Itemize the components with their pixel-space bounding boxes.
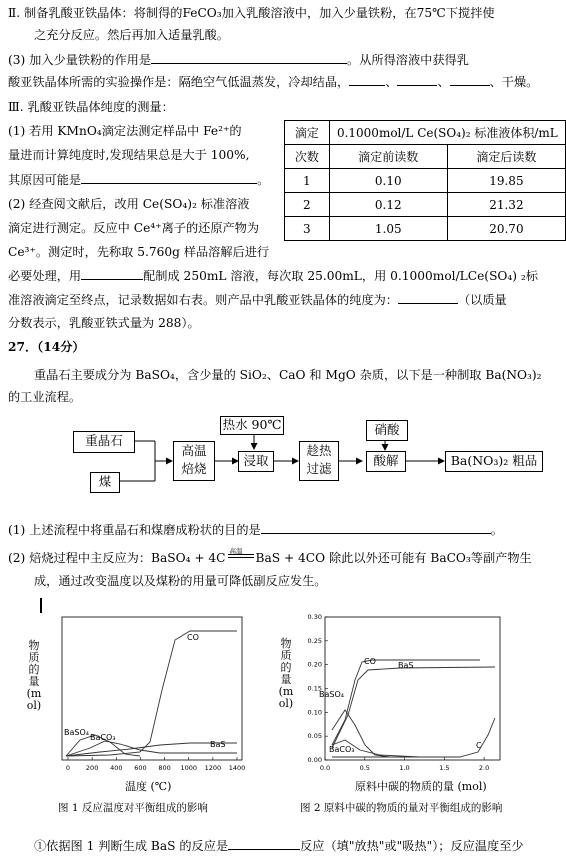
s3-q2-l1: (2) 经查阅文献后，改用 Ce(SO₄)₂ 标准溶液 (8, 197, 250, 211)
fig1-x-tick-label: 600 (134, 764, 147, 772)
fig1-label-bas: BaS (210, 740, 226, 749)
section2-line2: 之充分反应。然后再加入适量乳酸。 (34, 28, 229, 42)
fig2-x-tick-label: 1.5 (439, 764, 450, 772)
fig1-x-tick-label: 200 (85, 764, 99, 772)
q27-q2-l1: (2) 焙烧过程中主反应为：BaSO₄ + 4C 高温 BaS + 4CO 除此以外还可能有 BaCO₃等副产物生 (8, 547, 532, 565)
fig2-x-tick-label: 0.0 (319, 764, 331, 772)
fig1-x-tick-label: 1200 (204, 764, 222, 772)
table-row: 1 0.10 19.85 (285, 169, 566, 193)
fig2-label-baco3: BaCO₃ (329, 745, 355, 754)
fig2-bas-curve (332, 667, 495, 748)
fig2-x-tick-label: 1.0 (399, 764, 410, 772)
s3-q1-l1: (1) 若用 KMnO₄滴定法测定样品中 Fe²⁺的 (8, 124, 242, 138)
fig1-x-tick-label: 400 (110, 764, 123, 772)
answer-blank[interactable] (228, 836, 300, 850)
fig2-label-c: C (476, 741, 482, 750)
fig1-label-co: CO (187, 633, 199, 642)
fig1-xlabel: 温度 (℃) (125, 780, 172, 793)
figure-2-chart (308, 613, 500, 772)
s3-q1-l3: 其原因可能是 。 (8, 170, 269, 189)
answer-blank[interactable] (349, 72, 385, 86)
q27-q2-l2: 成，通过改变温度以及煤粉的用量可降低副反应发生。 (34, 574, 327, 588)
flow-box-coal: 煤 (90, 472, 120, 493)
section2-line1: Ⅱ. 制备乳酸亚铁晶体：将制得的FeCO₃加入乳酸溶液中，加入少量铁粉，在75℃下搅拌使 (8, 6, 495, 20)
flow-box-roast: 高温 焙烧 (173, 441, 215, 481)
fig2-baco3-curve (332, 740, 420, 757)
fig2-y-tick-label: 0.20 (307, 660, 322, 669)
s3-q2-l5: 准溶液滴定至终点，记录数据如右表。则产品中乳酸亚铁晶体的纯度为： （以质量 (8, 290, 507, 309)
fig2-y-tick-label: 0.30 (307, 613, 322, 621)
fig2-y-tick-label: 0.00 (307, 756, 322, 764)
q27-intro2: 的工业流程。 (8, 390, 82, 404)
fig2-y-tick-label: 0.05 (307, 732, 322, 741)
flow-box-ore: 重晶石 (73, 431, 135, 453)
table-row: 3 1.05 20.70 (285, 217, 566, 241)
titration-table (284, 120, 566, 241)
s3-q2-l6: 分数表示，乳酸亚铁式量为 288）。 (8, 316, 200, 330)
s3-q1-l2: 量进而计算纯度时,发现结果总是大于 100%, (8, 148, 250, 162)
fig1-baco3-curve (66, 741, 237, 756)
fig1-label-baso4: BaSO₄ (64, 728, 89, 737)
fig2-frame (325, 617, 500, 760)
flow-box-hotwater: 热水 90℃ (220, 416, 284, 435)
q27-title: 27．（14分） (8, 340, 85, 354)
q27-intro1: 重晶石主要成分为 BaSO₄，含少量的 SiO₂、CaO 和 MgO 杂质，以下是一种制取 Ba(NO₃)₂ (34, 368, 542, 382)
fig1-x-tick-label: 800 (158, 764, 171, 772)
fig2-y-tick-label: 0.15 (307, 684, 322, 693)
fig2-x-tick-label: 2.0 (478, 764, 490, 772)
flow-box-filter: 趁热 过滤 (299, 441, 339, 481)
q3-line2: 酸亚铁晶体所需的实验操作是：隔绝空气低温蒸发，冷却结晶， 、 、 、干燥。 (8, 72, 538, 91)
fig2-co-curve (332, 660, 480, 745)
fig1-x-ticks (66, 757, 245, 772)
fig2-xlabel: 原料中碳的物质的量 (mol) (355, 780, 487, 793)
answer-blank[interactable] (397, 72, 437, 86)
table-header-cell: 0.1000mol/L Ce(SO₄)₂ 标准液体积/mL (329, 121, 565, 145)
table-header-cell: 滴定 (285, 121, 330, 145)
fig2-ylabel: 物质的量(mol) (278, 637, 294, 710)
answer-blank[interactable] (151, 50, 347, 64)
fig1-x-tick-label: 1400 (228, 764, 246, 772)
fig2-label-bas: BaS (398, 661, 414, 670)
flow-box-acid: 酸解 (366, 451, 406, 472)
fig1-baso4-curve (66, 735, 140, 756)
fig2-baso4-curve (332, 710, 390, 757)
reaction-arrow: 高温 (226, 548, 256, 562)
table-header-cell: 滴定后读数 (447, 145, 565, 169)
fig2-label-baso4: BaSO₄ (319, 690, 344, 699)
fig1-frame (62, 617, 242, 760)
answer-blank[interactable] (81, 266, 143, 280)
answer-blank[interactable] (398, 290, 458, 304)
flow-box-nitric: 硝酸 (366, 420, 408, 441)
q27-q3: ①依据图 1 判断生成 BaS 的反应是 反应（填"放热"或"吸热"）；反应温度至少 (34, 836, 524, 855)
figure-1-chart (62, 617, 245, 772)
fig2-ticks (308, 613, 490, 772)
fig2-y-tick-label: 0.25 (307, 636, 322, 645)
fig1-x-tick-label: 1000 (180, 764, 197, 772)
q3-line: (3) 加入少量铁粉的作用是 。从所得溶液中获得乳 (8, 50, 469, 69)
fig1-caption: 图 1 反应温度对平衡组成的影响 (58, 802, 208, 814)
text-cursor (40, 598, 42, 613)
table-header-cell: 滴定前读数 (329, 145, 447, 169)
flow-box-product: Ba(NO₃)₂ 粗品 (445, 451, 543, 472)
fig1-bas-curve (66, 743, 237, 756)
fig2-x-tick-label: 0.5 (359, 764, 370, 772)
answer-blank[interactable] (261, 520, 491, 534)
q27-q1: (1) 上述流程中将重晶石和煤磨成粉状的目的是 。 (8, 520, 503, 539)
fig1-label-baco3: BaCO₃ (90, 733, 116, 742)
answer-blank[interactable] (81, 170, 257, 184)
section3-title: Ⅲ. 乳酸亚铁晶体纯度的测量： (8, 100, 174, 114)
table-row: 2 0.12 21.32 (285, 193, 566, 217)
fig1-x-tick-label: 0 (65, 764, 71, 772)
fig2-label-co: CO (364, 657, 376, 666)
s3-q2-l2: 滴定进行测定。反应中 Ce⁴⁺离子的还原产物为 (8, 221, 260, 235)
fig2-y-tick-label: 0.10 (307, 708, 322, 717)
fig2-caption: 图 2 原料中碳的物质的量对平衡组成的影响 (300, 802, 503, 814)
answer-blank[interactable] (450, 72, 490, 86)
fig1-co-curve (66, 631, 237, 756)
table-header-cell: 次数 (285, 145, 330, 169)
fig2-c-curve (332, 718, 495, 757)
s3-q2-l3: Ce³⁺。测定时，先称取 5.760g 样品溶解后进行 (8, 245, 270, 259)
fig1-ylabel: 物质的量(mol) (26, 639, 42, 712)
s3-q2-l4: 必要处理，用 配制成 250mL 溶液，每次取 25.00mL，用 0.1000mol/LCe(SO₄) ₂标 (8, 266, 538, 285)
flow-box-leach: 浸取 (238, 451, 274, 472)
